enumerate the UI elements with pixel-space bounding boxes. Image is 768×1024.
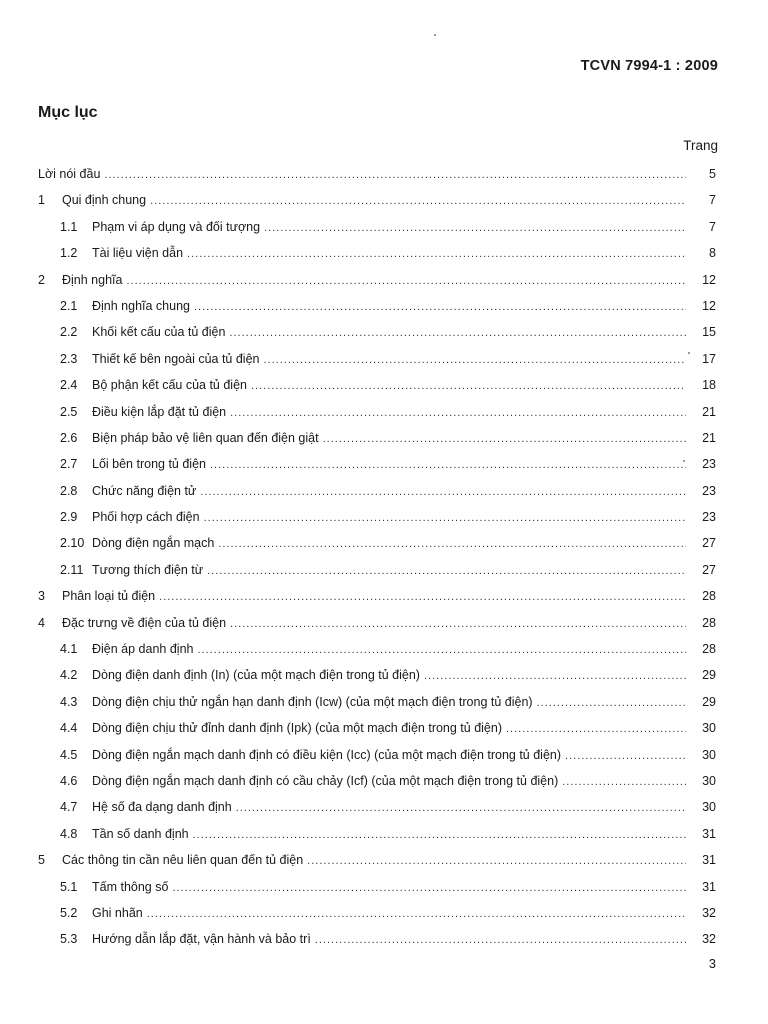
- toc-entry-page: 23: [702, 457, 716, 472]
- toc-entry: [38, 797, 716, 823]
- toc-entry-number: 2.11: [60, 562, 84, 577]
- dot-leader: [147, 904, 686, 924]
- toc-entry-number: 4.8: [60, 826, 78, 841]
- toc-entry: [38, 190, 716, 216]
- toc-entry-number: 2.2: [60, 325, 78, 340]
- dot-leader: [251, 376, 686, 396]
- dot-leader: [194, 297, 686, 317]
- toc-entry-page: 18: [702, 378, 716, 393]
- dot-leader: [207, 561, 686, 581]
- toc-entry-number: 4.5: [60, 747, 78, 762]
- toc-entry-title: Dòng điện chịu thử đỉnh danh định (Ipk) (của một mạch điện trong tủ điện): [92, 721, 502, 736]
- toc-entry-title: Phối hợp cách điện: [92, 510, 200, 525]
- toc-entry-page: 30: [702, 747, 716, 762]
- page-column-label: Trang: [683, 138, 718, 153]
- toc-entry-number: 2.10: [60, 536, 85, 551]
- toc-entry: [38, 270, 716, 296]
- dot-leader: [159, 587, 686, 607]
- toc-entry-page: 31: [702, 826, 716, 841]
- toc-entry: [38, 771, 716, 797]
- toc-entry: [38, 692, 716, 718]
- scan-speck: [688, 352, 690, 354]
- dot-leader: [264, 218, 686, 238]
- toc-entry-number: 2.1: [60, 298, 78, 313]
- toc-entry-number: 4.7: [60, 800, 78, 815]
- toc-entry-number: 5: [38, 853, 45, 868]
- dot-leader: [506, 719, 686, 739]
- toc-entry: [38, 428, 716, 454]
- toc-entry-page: 7: [709, 193, 716, 208]
- table-of-contents: [38, 164, 716, 956]
- dot-leader: [210, 455, 686, 475]
- toc-entry-page: 32: [702, 905, 716, 920]
- toc-entry: [38, 217, 716, 243]
- toc-entry: [38, 402, 716, 428]
- toc-entry-number: 2.3: [60, 351, 78, 366]
- toc-entry-number: 2.6: [60, 430, 78, 445]
- toc-entry-number: 4: [38, 615, 45, 630]
- dot-leader: [323, 429, 686, 449]
- toc-entry-title: Dòng điện ngắn mạch danh định có cầu chảy (Icf) (của một mạch điện trong tủ điện): [92, 773, 559, 788]
- toc-entry-page: 27: [702, 562, 716, 577]
- toc-entry-title: Dòng điện chịu thử ngắn hạn danh định (Icw) (của một mạch điện trong tủ điện): [92, 694, 533, 709]
- dot-leader: [236, 798, 686, 818]
- toc-entry-title: Bộ phận kết cấu của tủ điện: [92, 378, 247, 393]
- toc-entry-title: Hướng dẫn lắp đặt, vận hành và bảo trì: [92, 932, 311, 947]
- toc-entry-page: 29: [702, 694, 716, 709]
- page-number: 3: [708, 956, 716, 971]
- toc-entry-title: Biện pháp bảo vệ liên quan đến điện giật: [92, 430, 319, 445]
- toc-entry-number: 5.1: [60, 879, 78, 894]
- toc-entry: [38, 533, 716, 559]
- toc-entry: [38, 560, 716, 586]
- toc-entry-number: 4.4: [60, 721, 78, 736]
- toc-entry-page: 30: [702, 721, 716, 736]
- toc-entry-page: 27: [702, 536, 716, 551]
- toc-entry-number: 1.1: [60, 219, 78, 234]
- toc-entry: [38, 718, 716, 744]
- dot-leader: [197, 640, 686, 660]
- toc-entry-title: Dòng điện ngắn mạch: [92, 536, 215, 551]
- dot-leader: [193, 825, 686, 845]
- toc-entry-title: Đặc trưng về điện của tủ điện: [62, 615, 227, 630]
- dot-leader: [200, 482, 686, 502]
- dot-leader: [230, 614, 686, 634]
- toc-entry-page: 8: [709, 246, 716, 261]
- toc-entry: [38, 929, 716, 955]
- toc-entry: [38, 322, 716, 348]
- toc-entry-title: Phân loại tủ điện: [62, 589, 156, 604]
- dot-leader: [307, 851, 686, 871]
- toc-entry-title: Khối kết cấu của tủ điện: [92, 325, 226, 340]
- dot-leader: [424, 666, 686, 686]
- toc-entry-page: 28: [702, 589, 716, 604]
- dot-leader: [104, 165, 686, 185]
- toc-entry: [38, 665, 716, 691]
- toc-entry-title: Thiết kế bên ngoài của tủ điện: [92, 351, 260, 366]
- toc-entry: [38, 481, 716, 507]
- toc-entry-number: 2.8: [60, 483, 78, 498]
- toc-entry-page: 29: [702, 668, 716, 683]
- toc-entry-number: 4.2: [60, 668, 78, 683]
- toc-entry-page: 15: [702, 325, 716, 340]
- toc-entry-page: 32: [702, 932, 716, 947]
- toc-entry-page: 23: [702, 510, 716, 525]
- toc-entry-number: 4.1: [60, 642, 78, 657]
- toc-entry-number: 3: [38, 589, 45, 604]
- toc-entry-page: 23: [702, 483, 716, 498]
- toc-entry-title: Dòng điện ngắn mạch danh định có điều kiện (Icc) (của một mạch điện trong tủ điện): [92, 747, 562, 762]
- toc-entry-number: 2: [38, 272, 45, 287]
- dot-leader: [562, 772, 686, 792]
- dot-leader: [172, 878, 686, 898]
- toc-entry-page: 31: [702, 853, 716, 868]
- toc-entry-title: Phạm vi áp dụng và đối tượng: [92, 219, 261, 234]
- toc-entry: [38, 296, 716, 322]
- toc-entry: [38, 349, 716, 375]
- toc-entry-title: Tài liệu viện dẫn: [92, 246, 184, 261]
- scan-speck: [434, 34, 436, 36]
- dot-leader: [565, 746, 686, 766]
- toc-entry: [38, 507, 716, 533]
- dot-leader: [187, 244, 686, 264]
- toc-entry-title: Dòng điện danh định (In) (của một mạch điện trong tủ điện): [92, 668, 420, 683]
- toc-entry: [38, 824, 716, 850]
- toc-entry-page: 12: [702, 272, 716, 287]
- toc-entry-title: Lời nói đầu: [38, 167, 101, 181]
- toc-entry: [38, 877, 716, 903]
- dot-leader: [218, 534, 686, 554]
- toc-entry-title: Tương thích điện từ: [92, 562, 204, 577]
- toc-entry-title: Lối bên trong tủ điện: [92, 457, 206, 472]
- toc-entry-number: 2.7: [60, 457, 78, 472]
- toc-entry-page: 28: [702, 615, 716, 630]
- toc-title: Mục lục: [38, 104, 98, 121]
- scan-speck: [683, 460, 685, 462]
- dot-leader: [315, 930, 686, 950]
- toc-entry-page: 17: [702, 351, 716, 366]
- dot-leader: [537, 693, 686, 713]
- toc-entry-page: 31: [702, 879, 716, 894]
- toc-entry-number: 1.2: [60, 246, 78, 261]
- dot-leader: [204, 508, 686, 528]
- toc-entry-number: 4.6: [60, 773, 78, 788]
- toc-entry-title: Hệ số đa dạng danh định: [92, 800, 232, 815]
- toc-entry: [38, 164, 716, 190]
- toc-entry: [38, 243, 716, 269]
- toc-entry-number: 2.9: [60, 510, 78, 525]
- toc-entry-title: Định nghĩa: [62, 272, 123, 287]
- toc-entry: [38, 375, 716, 401]
- toc-entry-title: Điện áp danh định: [92, 642, 194, 657]
- toc-entry-number: 1: [38, 193, 45, 208]
- toc-entry-number: 5.2: [60, 905, 78, 920]
- toc-entry-title: Qui định chung: [62, 193, 147, 208]
- dot-leader: [263, 350, 686, 370]
- toc-entry-title: Các thông tin cần nêu liên quan đến tủ điện: [62, 853, 304, 868]
- toc-entry: [38, 903, 716, 929]
- toc-entry-page: 21: [702, 404, 716, 419]
- toc-entry: [38, 613, 716, 639]
- dot-leader: [229, 323, 686, 343]
- toc-entry-page: 5: [709, 167, 716, 181]
- toc-entry-title: Tấm thông số: [92, 879, 169, 894]
- toc-entry: [38, 745, 716, 771]
- toc-entry-number: 2.5: [60, 404, 78, 419]
- toc-entry-page: 30: [702, 773, 716, 788]
- toc-entry-number: 4.3: [60, 694, 78, 709]
- toc-entry-title: Định nghĩa chung: [92, 298, 190, 313]
- toc-entry-title: Điều kiện lắp đặt tủ điện: [92, 404, 227, 419]
- toc-entry-page: 28: [702, 642, 716, 657]
- toc-entry-title: Chức năng điện tử: [92, 483, 197, 498]
- standard-code: TCVN 7994-1 : 2009: [580, 58, 718, 74]
- toc-entry-title: Ghi nhãn: [92, 905, 143, 920]
- dot-leader: [150, 191, 686, 211]
- toc-entry-page: 7: [709, 219, 716, 234]
- toc-entry-number: 5.3: [60, 932, 78, 947]
- toc-entry: [38, 639, 716, 665]
- toc-entry: [38, 454, 716, 480]
- toc-entry: [38, 850, 716, 876]
- dot-leader: [126, 271, 686, 291]
- toc-entry: [38, 586, 716, 612]
- dot-leader: [230, 403, 686, 423]
- toc-entry-page: 12: [702, 298, 716, 313]
- toc-entry-page: 21: [702, 430, 716, 445]
- toc-entry-title: Tần số danh định: [92, 826, 189, 841]
- toc-entry-page: 30: [702, 800, 716, 815]
- toc-entry-number: 2.4: [60, 378, 78, 393]
